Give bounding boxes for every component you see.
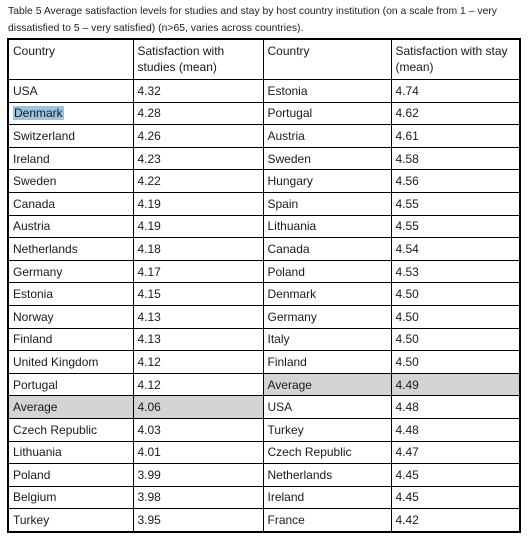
studies-mean-cell: 4.15: [133, 283, 263, 306]
country-stay-cell: Average: [263, 373, 391, 396]
stay-mean-cell: 4.50: [391, 351, 520, 374]
studies-mean-cell: 4.18: [133, 238, 263, 261]
stay-mean-cell: 4.45: [391, 486, 520, 509]
header-satisfaction-studies: Satisfaction with studies (mean): [133, 39, 263, 80]
studies-mean-cell: 3.99: [133, 464, 263, 487]
country-studies-cell: Average: [8, 396, 133, 419]
country-studies-cell: Poland: [8, 464, 133, 487]
country-studies-cell: [8, 102, 133, 125]
table-row: [8, 238, 520, 261]
table-row: [8, 260, 520, 283]
stay-mean-cell: 4.42: [391, 509, 520, 532]
table-row: [8, 102, 520, 125]
country-stay-cell: Canada: [263, 238, 391, 261]
table-row: [8, 441, 520, 464]
stay-mean-cell: 4.45: [391, 464, 520, 487]
studies-mean-cell: 4.06: [133, 396, 263, 419]
studies-mean-cell: 4.23: [133, 147, 263, 170]
country-stay-cell: France: [263, 509, 391, 532]
studies-mean-cell: 4.28: [133, 102, 263, 125]
stay-mean-cell: 4.58: [391, 147, 520, 170]
table-row: [8, 396, 520, 419]
stay-mean-cell: 4.48: [391, 396, 520, 419]
studies-mean-cell: 4.26: [133, 125, 263, 148]
country-studies-cell: Norway: [8, 305, 133, 328]
country-studies-cell: United Kingdom: [8, 351, 133, 374]
country-stay-cell: Czech Republic: [263, 441, 391, 464]
stay-mean-cell: 4.50: [391, 328, 520, 351]
table-body: [8, 80, 520, 532]
country-studies-cell: Lithuania: [8, 441, 133, 464]
stay-mean-cell: 4.50: [391, 305, 520, 328]
country-stay-cell: Italy: [263, 328, 391, 351]
stay-mean-cell: 4.47: [391, 441, 520, 464]
table-row: [8, 215, 520, 238]
table-row: [8, 192, 520, 215]
country-stay-cell: USA: [263, 396, 391, 419]
country-stay-cell: Finland: [263, 351, 391, 374]
table-caption: Table 5 Average satisfaction levels for studies and stay by host country institution (on a scale from 1 – very dissatisfied to 5 – very satisfied) (n>65, varies across countries).: [8, 6, 497, 34]
header-satisfaction-stay: Satisfaction with stay (mean): [391, 39, 520, 80]
stay-mean-cell: 4.55: [391, 215, 520, 238]
studies-mean-cell: 4.12: [133, 373, 263, 396]
table-row: [8, 283, 520, 306]
table-row: [8, 305, 520, 328]
table-row: [8, 509, 520, 532]
country-studies-cell: Netherlands: [8, 238, 133, 261]
country-studies-cell: Austria: [8, 215, 133, 238]
stay-mean-cell: 4.53: [391, 260, 520, 283]
country-stay-cell: Turkey: [263, 418, 391, 441]
country-studies-cell: Portugal: [8, 373, 133, 396]
stay-mean-cell: 4.49: [391, 373, 520, 396]
table-row: [8, 351, 520, 374]
table-row: [8, 486, 520, 509]
country-stay-cell: Germany: [263, 305, 391, 328]
country-studies-cell: Sweden: [8, 170, 133, 193]
stay-mean-cell: 4.61: [391, 125, 520, 148]
studies-mean-cell: 3.95: [133, 509, 263, 532]
studies-mean-cell: 4.12: [133, 351, 263, 374]
table-row: [8, 328, 520, 351]
country-studies-cell: Canada: [8, 192, 133, 215]
header-country-right: Country: [263, 39, 391, 80]
country-stay-cell: Denmark: [263, 283, 391, 306]
country-studies-cell: Czech Republic: [8, 418, 133, 441]
country-stay-cell: Ireland: [263, 486, 391, 509]
country-studies-cell: Germany: [8, 260, 133, 283]
stay-mean-cell: 4.74: [391, 80, 520, 103]
studies-mean-cell: 4.17: [133, 260, 263, 283]
table-row: [8, 418, 520, 441]
table-row: [8, 80, 520, 103]
country-stay-cell: Estonia: [263, 80, 391, 103]
country-stay-cell: Lithuania: [263, 215, 391, 238]
country-stay-cell: Portugal: [263, 102, 391, 125]
country-studies-cell: Ireland: [8, 147, 133, 170]
table-row: [8, 147, 520, 170]
table-header-row: [8, 39, 520, 80]
stay-mean-cell: 4.54: [391, 238, 520, 261]
country-studies-cell: Turkey: [8, 509, 133, 532]
studies-mean-cell: 4.03: [133, 418, 263, 441]
table-row: [8, 464, 520, 487]
stay-mean-cell: 4.62: [391, 102, 520, 125]
country-studies-cell: Finland: [8, 328, 133, 351]
country-stay-cell: Hungary: [263, 170, 391, 193]
country-stay-cell: Netherlands: [263, 464, 391, 487]
studies-mean-cell: 4.32: [133, 80, 263, 103]
country-stay-cell: Austria: [263, 125, 391, 148]
country-studies-cell: USA: [8, 80, 133, 103]
table-row: [8, 125, 520, 148]
stay-mean-cell: 4.55: [391, 192, 520, 215]
stay-mean-cell: 4.48: [391, 418, 520, 441]
country-studies-cell: Estonia: [8, 283, 133, 306]
table-row: [8, 170, 520, 193]
country-stay-cell: Spain: [263, 192, 391, 215]
studies-mean-cell: 4.13: [133, 305, 263, 328]
studies-mean-cell: 4.01: [133, 441, 263, 464]
country-stay-cell: Poland: [263, 260, 391, 283]
header-country-left: Country: [8, 39, 133, 80]
selected-text-highlight[interactable]: Denmark: [14, 106, 63, 121]
table-row: [8, 373, 520, 396]
stay-mean-cell: 4.56: [391, 170, 520, 193]
studies-mean-cell: 3.98: [133, 486, 263, 509]
country-stay-cell: Sweden: [263, 147, 391, 170]
country-studies-cell: Switzerland: [8, 125, 133, 148]
studies-mean-cell: 4.19: [133, 215, 263, 238]
studies-mean-cell: 4.13: [133, 328, 263, 351]
country-studies-cell: Belgium: [8, 486, 133, 509]
studies-mean-cell: 4.22: [133, 170, 263, 193]
satisfaction-table: [7, 38, 521, 533]
stay-mean-cell: 4.50: [391, 283, 520, 306]
studies-mean-cell: 4.19: [133, 192, 263, 215]
